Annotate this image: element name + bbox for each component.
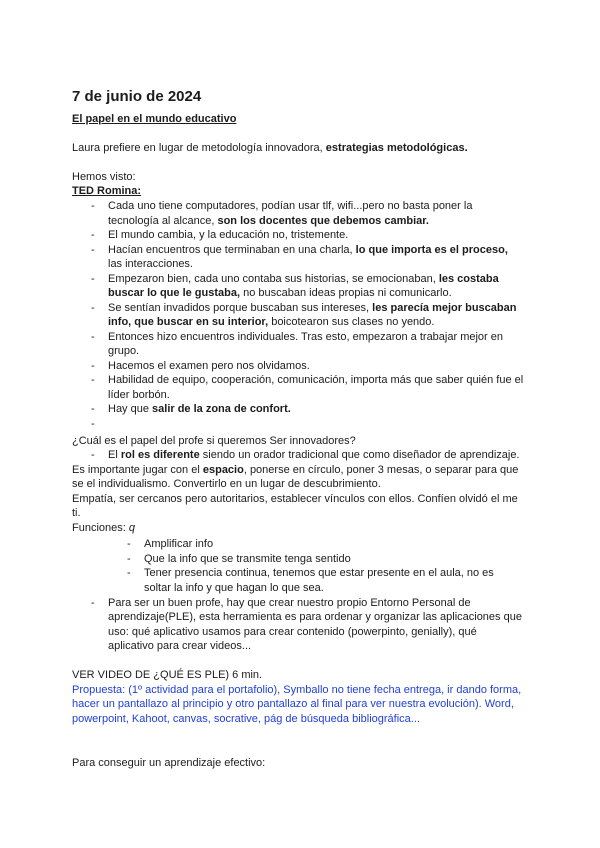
- text-run: , ponerse en círculo, poner 3 mesas, o separar para que: [243, 464, 519, 476]
- text-run: El: [108, 449, 121, 461]
- ted-bullet-line: [108, 373, 523, 387]
- text-run: Es importante jugar con el: [72, 464, 203, 476]
- bullet-dash: -: [91, 374, 95, 386]
- date-heading: 7 de junio de 2024: [72, 88, 202, 105]
- ted-bullet-line: [108, 272, 499, 286]
- functions-label-text: Funciones:: [72, 522, 126, 534]
- bold-run: rol es diferente: [120, 449, 200, 461]
- bold-run: les costaba: [438, 272, 499, 285]
- intro-bold: estrategias metodológicas.: [325, 142, 468, 154]
- functions-label: [72, 521, 135, 535]
- bold-run: buscar lo que le gustaba,: [108, 287, 241, 299]
- text-run: Hacemos el examen pero nos olvidamos.: [108, 359, 310, 372]
- bullet-dash: -: [91, 200, 95, 212]
- proposal-line-3: powerpoint, Kahoot, canvas, socrative, pág de búsqueda bibliográfica...: [72, 713, 420, 725]
- text-run: Cada uno tiene computadores, podían usar tlf, wifi...pero no basta poner la: [108, 200, 473, 212]
- empathy-line-continued: ti.: [72, 507, 81, 519]
- bullet-dash: -: [91, 449, 95, 461]
- bold-run: les parecía mejor buscaban: [372, 301, 517, 314]
- space-line: [72, 463, 518, 477]
- text-run: Habilidad de equipo, cooperación, comunicación, importa más que saber quién fue el: [108, 374, 524, 386]
- text-run: boicotearon sus clases no yendo.: [268, 316, 435, 328]
- ted-bullet-line: [108, 243, 508, 257]
- empathy-line: Empatía, ser cercanos pero autoritarios, establecer vínculos con ellos. Confíen olvidó el me: [72, 493, 518, 505]
- functions-mark: q: [128, 522, 135, 534]
- bold-run: son los docentes que debemos cambiar.: [217, 214, 429, 227]
- intro-paragraph: [72, 141, 468, 155]
- bullet-dash: -: [91, 272, 95, 285]
- text-run: líder borbón.: [108, 388, 170, 401]
- function-item: Amplificar info: [144, 538, 214, 550]
- ple-line-1: Para ser un buen profe, hay que crear nuestro propio Entorno Personal de: [108, 597, 471, 609]
- text-run: tecnología al alcance,: [108, 214, 218, 227]
- text-run: grupo.: [108, 345, 140, 357]
- ple-line-2: aprendizaje(PLE), esta herramienta es para ordenar y organizar las aplicaciones que: [108, 611, 522, 623]
- ted-bullet-line-continued: [108, 315, 434, 329]
- closing-line: Para conseguir un aprendizaje efectivo:: [72, 757, 266, 769]
- text-run: las interacciones.: [108, 258, 193, 270]
- bullet-dash: -: [91, 301, 95, 314]
- bold-run: info, que buscar en su interior,: [108, 316, 269, 328]
- bullet-dash: -: [91, 243, 95, 256]
- ted-title: TED Romina:: [72, 185, 142, 197]
- ted-bullet-line-continued: [108, 214, 429, 228]
- bold-run: espacio: [202, 464, 244, 476]
- ted-bullet-line: [108, 199, 472, 213]
- text-run: Empezaron bien, cada uno contaba sus historias, se emocionaban,: [108, 272, 439, 285]
- video-line: VER VIDEO DE ¿QUÉ ES PLE) 6 min.: [72, 669, 263, 681]
- bullet-dash: -: [91, 229, 95, 241]
- ted-bullet-line: [108, 301, 516, 315]
- bullet-dash: -: [91, 597, 95, 609]
- text-run: Hacían encuentros que terminaban en una charla,: [108, 243, 356, 256]
- bullet-dash: -: [127, 552, 131, 565]
- text-run: siendo un orador tradicional que como diseñador de aprendizaje.: [199, 449, 520, 461]
- question-line: ¿Cuál es el papel del profe si queremos Ser innovadores?: [72, 435, 356, 447]
- bullet-dash: -: [91, 417, 95, 430]
- role-line: [108, 448, 520, 462]
- ple-line-3: uso: qué aplicativo usamos para crear contenido (powerpinto, genially), qué: [108, 626, 477, 638]
- bullet-dash: -: [127, 538, 131, 550]
- proposal-line-1: Propuesta: (1º actividad para el portafolio), Symballo no tiene fecha entrega, ir dando forma,: [72, 684, 522, 696]
- function-item-continued: soltar la info y que hagan lo que sea.: [144, 581, 324, 594]
- ted-bullet-line: [108, 330, 503, 344]
- ted-bullet-line: [108, 359, 310, 373]
- bullet-dash: -: [91, 330, 95, 343]
- intro-text: Laura prefiere en lugar de metodología innovadora,: [72, 142, 326, 154]
- seen-label: Hemos visto:: [72, 171, 136, 183]
- ple-line-4: aplicativo para crear videos...: [108, 640, 252, 652]
- function-item: Que la info que se transmite tenga sentido: [144, 552, 351, 565]
- section-title: El papel en el mundo educativo: [72, 113, 237, 125]
- proposal-line-2: hacer un pantallazo al principio y otro pantallazo al final para ver nuestra evolución). Word,: [72, 698, 514, 710]
- text-run: Hay que: [108, 403, 153, 415]
- ted-bullet-line-continued: [108, 344, 139, 358]
- bold-run: lo que importa es el proceso,: [355, 243, 508, 256]
- text-run: Se sentían invadidos porque buscaban sus intereses,: [108, 301, 373, 314]
- space-line-continued: se el individualismo. Convertirlo en un lugar de descubrimiento.: [72, 478, 381, 490]
- bullet-dash: -: [127, 567, 131, 579]
- ted-bullet-line: [108, 228, 348, 242]
- text-run: Entonces hizo encuentros individuales. Tras esto, empezaron a trabajar mejor en: [108, 330, 503, 343]
- bold-run: salir de la zona de confort.: [152, 403, 291, 415]
- bullet-dash: -: [91, 403, 95, 415]
- function-item: Tener presencia continua, tenemos que estar presente en el aula, no es: [144, 567, 494, 579]
- text-run: no buscaban ideas propias ni comunicarlo.: [240, 287, 452, 299]
- ted-bullet-line-continued: [108, 388, 170, 402]
- bullet-dash: -: [91, 359, 95, 372]
- text-run: El mundo cambia, y la educación no, tristemente.: [108, 229, 349, 241]
- ted-bullet-line-continued: [108, 286, 452, 300]
- ted-bullet-line: [108, 402, 291, 416]
- ted-bullet-line-continued: [108, 257, 193, 271]
